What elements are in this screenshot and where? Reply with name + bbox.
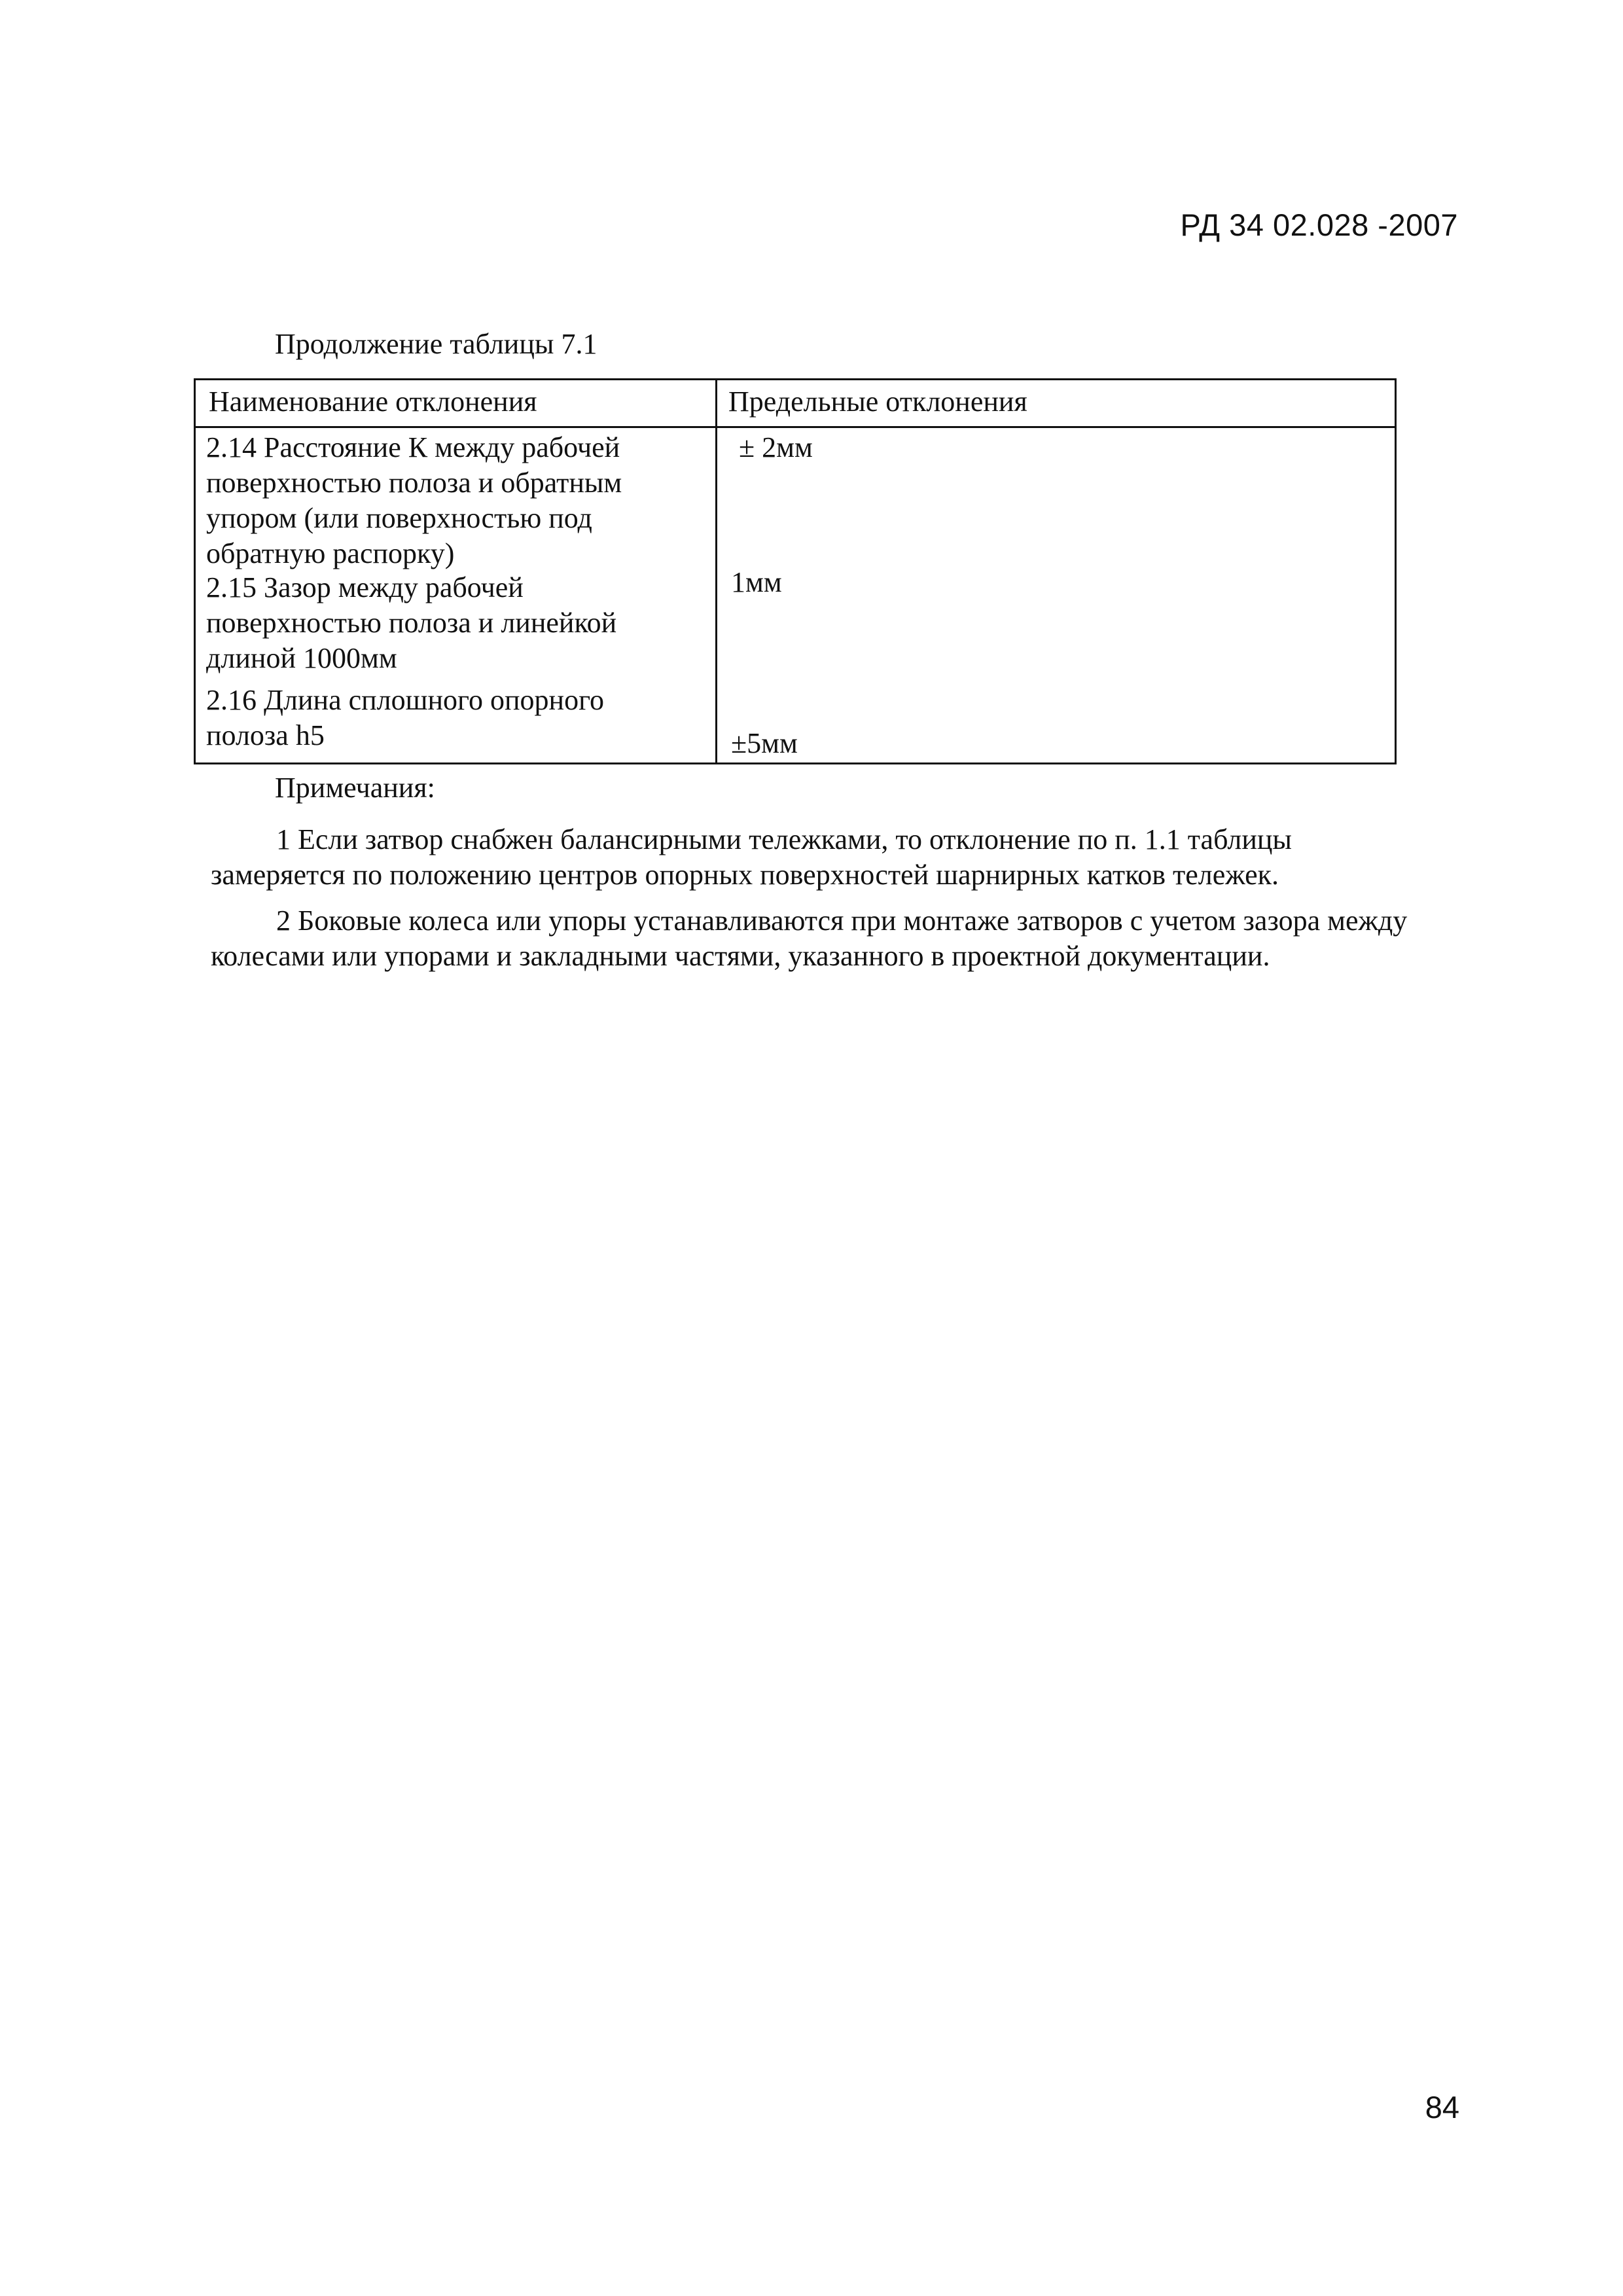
column-divider — [715, 380, 717, 762]
table-row-value: 1мм — [731, 566, 782, 598]
note-text-line: 2 Боковые колеса или упоры устанавливаются при монтаже затворов с учетом зазора между — [276, 905, 1408, 937]
column-header-name: Наименование отклонения — [209, 386, 537, 418]
row-text-line: 2.16 Длина сплошного опорного — [206, 684, 605, 716]
column-header-limit: Предельные отклонения — [728, 386, 1027, 418]
table-row-name — [206, 430, 704, 571]
note-text-line: колесами или упорами и закладными частями, указанного в проектной документации. — [211, 940, 1270, 972]
row-text-line: упором (или поверхностью под — [206, 502, 592, 534]
table-caption: Продолжение таблицы 7.1 — [275, 328, 597, 360]
table-row-name — [206, 683, 704, 753]
note-item — [211, 903, 1454, 974]
row-text-line: полоза h5 — [206, 719, 325, 751]
note-item — [211, 822, 1454, 893]
table-row-value: ±5мм — [731, 727, 798, 759]
document-code: РД 34 02.028 -2007 — [1180, 207, 1458, 242]
row-text-line: 2.14 Расстояние К между рабочей — [206, 431, 620, 463]
row-text-line: обратную распорку) — [206, 537, 455, 569]
table-row-value: ± 2мм — [739, 431, 813, 463]
table-row-name — [206, 570, 704, 676]
row-text-line: 2.15 Зазор между рабочей — [206, 571, 524, 603]
page-number: 84 — [1425, 2090, 1459, 2125]
note-text-line: замеряется по положению центров опорных поверхностей шарнирных катков тележек. — [211, 859, 1279, 891]
row-text-line: длиной 1000мм — [206, 642, 397, 674]
deviation-table — [194, 378, 1397, 764]
notes-title: Примечания: — [275, 772, 435, 804]
row-text-line: поверхностью полоза и обратным — [206, 467, 622, 499]
row-text-line: поверхностью полоза и линейкой — [206, 607, 617, 639]
note-text-line: 1 Если затвор снабжен балансирными тележками, то отклонение по п. 1.1 таблицы — [276, 823, 1292, 855]
header-divider — [196, 426, 1395, 428]
